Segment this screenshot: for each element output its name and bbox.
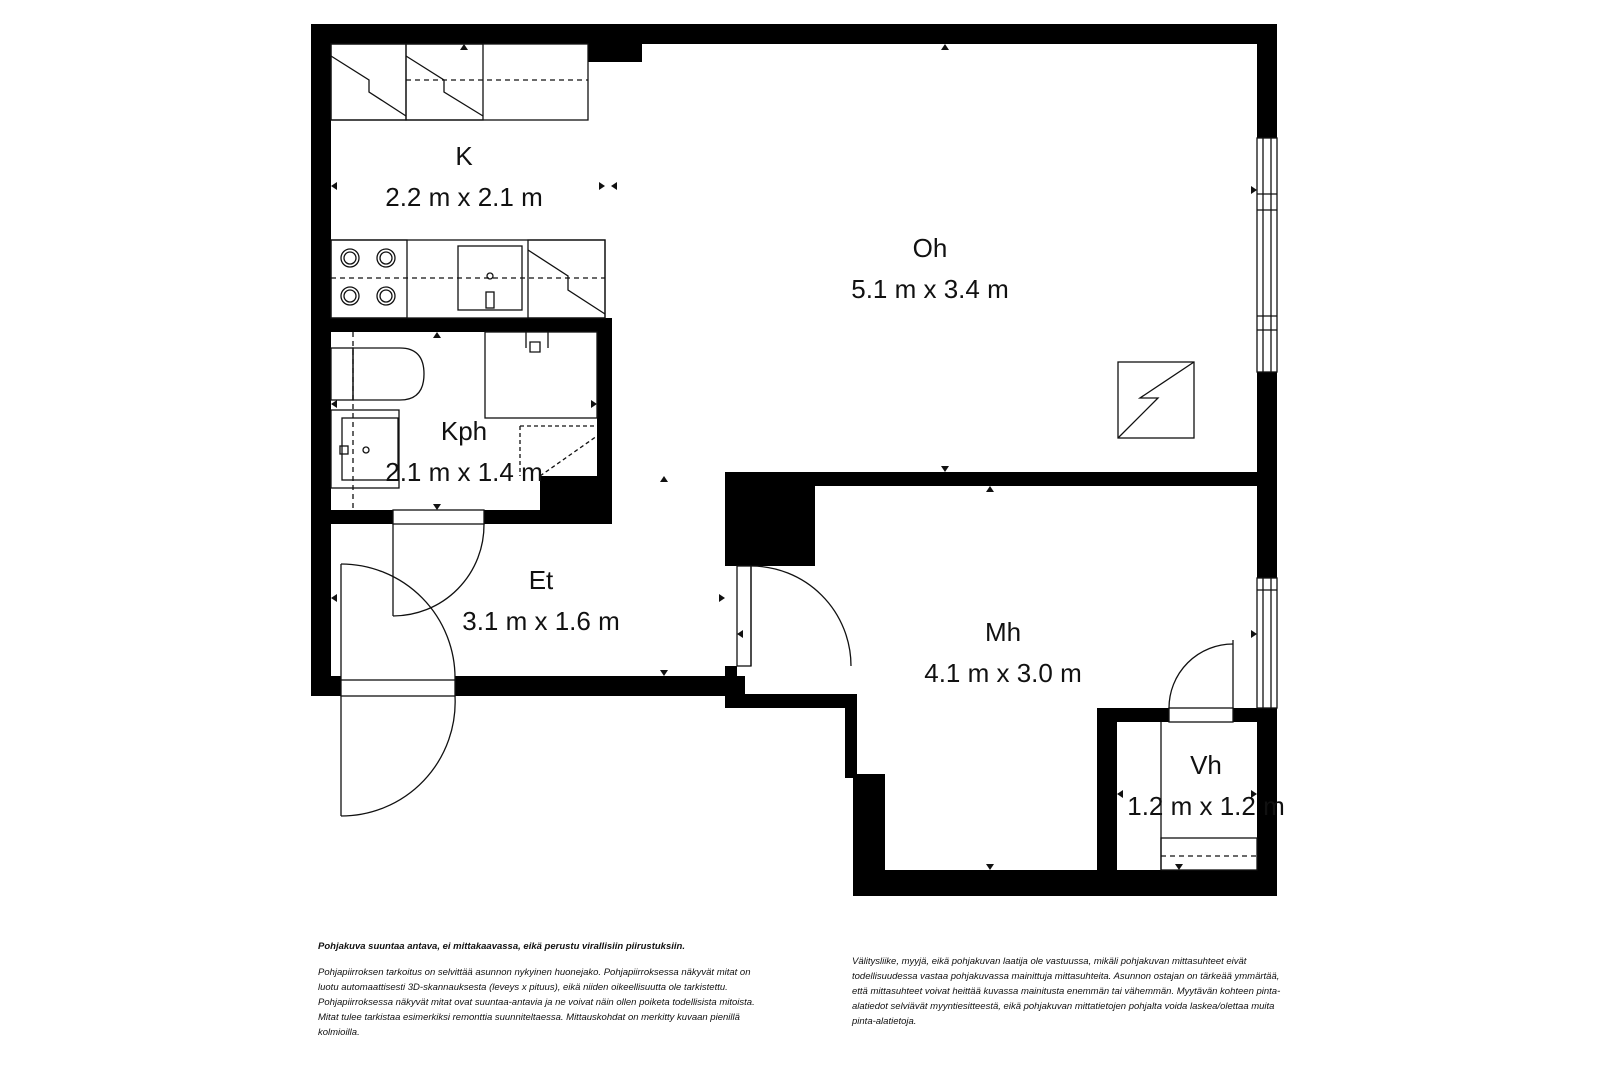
room-oh-name: Oh	[912, 233, 948, 263]
room-mh-dimensions: 4.1 m x 3.0 m	[924, 658, 1082, 688]
cabinet-symbol-1	[331, 56, 406, 116]
room-vh-name: Vh	[1190, 750, 1222, 780]
room-mh-name: Mh	[984, 617, 1022, 647]
toilet	[353, 348, 424, 400]
room-oh-dimensions: 5.1 m x 3.4 m	[851, 274, 1009, 304]
disclaimer-right	[852, 954, 1292, 1040]
shower	[485, 332, 597, 418]
disclaimer-left	[318, 939, 758, 1051]
room-et-name: Et	[528, 565, 554, 595]
disclaimer-heading: Pohjakuva suuntaa antava, ei mittakaavassa, eikä perustu virallisiin piirustuksiin.	[318, 941, 685, 952]
disclaimer-left-paragraph: Pohjapiirroksen tarkoitus on selvittää asunnon nykyinen huonejako. Pohjapiirroksessa näkyvät mitat on luotu automaattisesti 3D-skannauksesta (leveys x pituus), eikä niiden oikeellisuutta ole tarkistettu. Pohjapiirroksessa näkyvät mitat ovat suuntaa-antavia ja ne voivat näin ollen poiketa todellisista mitoista. Mitat tulee tarkistaa esimerkiksi remonttia suunniteltaessa. Mittauskohdat on merkitty kuvaan pienillä kolmioilla.	[318, 967, 755, 1038]
room-kph-dimensions: 2.1 m x 1.4 m	[385, 457, 543, 487]
cabinet-symbol-2	[406, 56, 483, 116]
disclaimer-right-paragraph: Välitysliike, myyjä, eikä pohjakuvan laatija ole vastuussa, mikäli pohjakuvan mittasuhteet eivät todellisuudessa vastaa pohjakuvassa mainittuja mittasuhteita. Asunnon ostajan on tärkeää ymmärtää, että mittasuhteet voivat heittää kuvassa mainitusta enemmän tai vähemmän. Myytävän kohteen pinta-alatiedot selviävät myyntiesitteestä, eikä pohjakuvan mittatietojen pohjalta voida laskea/olettaa muita pinta-alatietoja.	[852, 956, 1281, 1027]
room-et-dimensions: 3.1 m x 1.6 m	[462, 606, 620, 636]
cabinet-symbol-3	[528, 250, 605, 314]
stove	[331, 240, 407, 318]
room-vh-dimensions: 1.2 m x 1.2 m	[1127, 791, 1285, 821]
room-kph-name: Kph	[440, 416, 488, 446]
room-k-name: K	[455, 141, 473, 171]
room-k-dimensions: 2.2 m x 2.1 m	[385, 182, 543, 212]
